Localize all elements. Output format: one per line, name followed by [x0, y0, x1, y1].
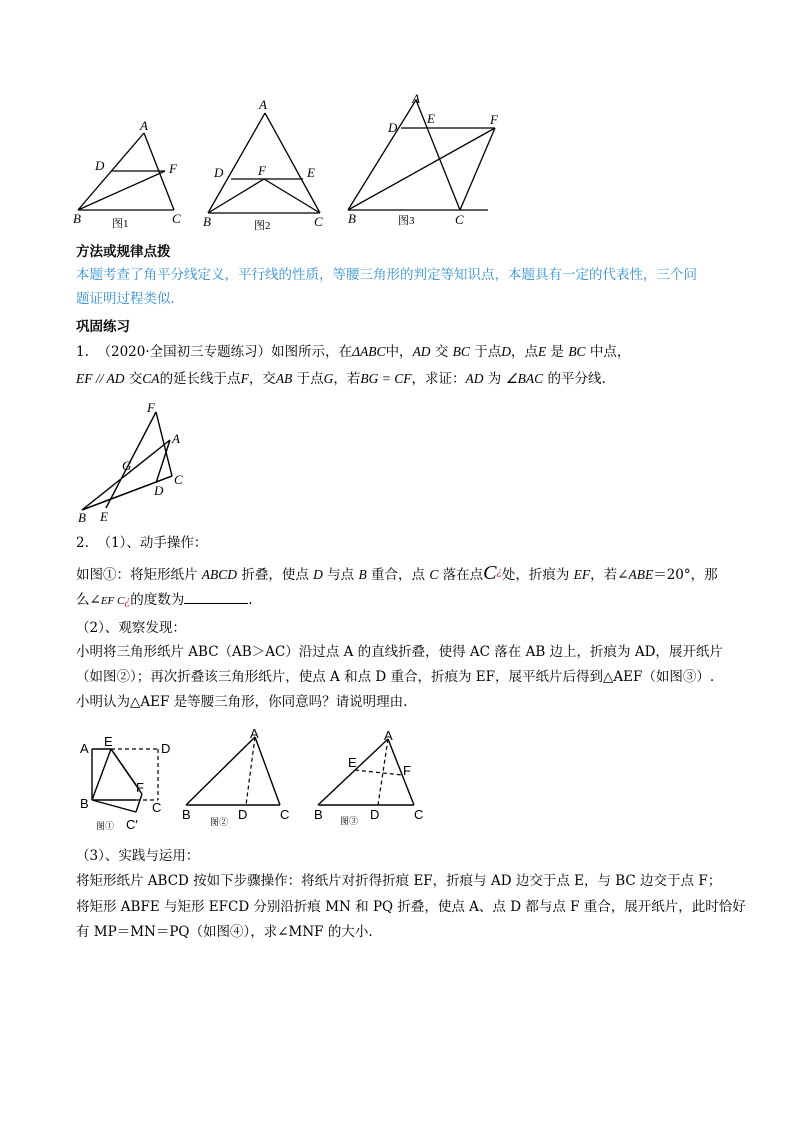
label-D: D	[370, 807, 380, 822]
top-figure-2	[200, 95, 330, 235]
label-F: F	[403, 763, 411, 778]
q1-math: AB	[275, 371, 293, 386]
figure-caption: 图3	[398, 215, 415, 227]
q1-text: 于点	[296, 371, 324, 387]
label-F: F	[258, 163, 266, 178]
q2-part1-title: （1）、动手操作：	[97, 535, 208, 551]
q1-math: AD	[465, 371, 484, 386]
q2-figure-3	[310, 725, 440, 830]
q1-text: 交	[434, 344, 449, 360]
label-B: B	[80, 796, 89, 811]
q2-number: 2.	[76, 535, 89, 551]
q2-figure-1	[76, 732, 186, 842]
q1-line1	[76, 341, 736, 363]
q1-text: 是	[550, 344, 565, 360]
figure-caption: 图1	[112, 218, 129, 230]
q1-triangle: ΔABC	[352, 344, 386, 359]
q1-text: 的延长线于点	[159, 371, 241, 387]
q2-math: C	[483, 562, 497, 584]
q1-text: 中点，	[589, 344, 631, 360]
q2-part2-line3: 小明认为△AEF 是等腰三角形，你同意吗？请说明理由.	[76, 694, 408, 710]
q2-part2-line1: 小明将三角形纸片 ABC（AB＞AC）沿过点 A 的直线折叠，使得 AC 落在 AB 边上，折痕为 AD，展开纸片	[76, 644, 723, 660]
q2-part3-line3: 有 MP＝MN＝PQ（如图④），求∠MNF 的大小.	[76, 924, 373, 940]
q1-line2	[76, 368, 736, 390]
label-C: C	[414, 807, 424, 822]
label-C-prime: C′	[126, 817, 138, 832]
label-A: A	[172, 431, 180, 446]
q1-math: AD	[412, 344, 431, 359]
label-D: D	[388, 120, 398, 135]
q1-text: 如图所示，在	[271, 344, 353, 360]
q1-text: 中，	[385, 344, 413, 360]
q1-math: BG = CF	[360, 371, 412, 386]
label-F: F	[136, 780, 144, 795]
top-figure-1	[70, 115, 190, 235]
figure-caption: 图①	[96, 821, 115, 831]
q1-math: BC	[452, 344, 470, 359]
q2-math: ABCD	[201, 567, 238, 582]
q1-math: BC	[568, 344, 586, 359]
q2-part2-line2: （如图②）；再次折叠该三角形纸片，使点 A 和点 D 重合，折痕为 EF，展平纸片后得到△AEF（如图③）.	[76, 669, 715, 685]
practice-heading: 巩固练习	[76, 319, 130, 335]
q1-text: ，点	[510, 344, 538, 360]
label-E: E	[348, 755, 357, 770]
q1-math: F	[240, 371, 249, 386]
q1-text: 交	[128, 371, 143, 387]
q2-text: ＝20°，那	[653, 567, 718, 583]
label-B: B	[348, 211, 356, 226]
q2-part1-line2: 么∠EF C¿的度数为 .	[76, 589, 736, 612]
q2-text: .	[248, 592, 253, 608]
q1-math: EF // AD	[76, 371, 125, 386]
q1-math: CA	[142, 371, 160, 386]
q2-text: 与点	[322, 567, 359, 583]
q2-math: C	[429, 567, 439, 582]
q1-math: ∠BAC	[505, 371, 544, 386]
label-D: D	[238, 807, 248, 822]
q1-math: G	[323, 371, 334, 386]
q1-text: 的平分线.	[547, 371, 606, 387]
label-C: C	[174, 472, 183, 487]
label-A: A	[250, 726, 259, 741]
label-D: D	[214, 165, 224, 180]
label-B: B	[203, 214, 211, 229]
method-text-line1: 本题考查了角平分线定义，平行线的性质，等腰三角形的判定等知识点，本题具有一定的代表性，三个问	[76, 267, 697, 283]
q1-text: ，求证：	[411, 371, 466, 387]
q2-part3-line2: 将矩形 ABFE 与矩形 EFCD 分别沿折痕 MN 和 PQ 折叠，使点 A、点 D 都与点 F 重合，展开纸片，此时恰好	[76, 899, 746, 915]
q2-text: 重合，点	[366, 567, 430, 583]
label-C: C	[314, 214, 323, 229]
q2-figure-2	[180, 725, 305, 830]
q2-text: 折叠，使点	[237, 567, 314, 583]
label-G: G	[122, 458, 132, 473]
q2-text: ，若∠	[590, 567, 629, 583]
q2-part2-title: （2）、观察发现：	[76, 620, 186, 636]
q1-number: 1.	[76, 344, 89, 360]
q2-math: B	[358, 567, 367, 582]
label-A: A	[412, 91, 420, 106]
q1-text: ，若	[333, 371, 361, 387]
figure-caption: 图2	[254, 220, 271, 232]
label-E: E	[104, 734, 113, 749]
q2-math: D	[313, 567, 323, 582]
label-F: F	[147, 400, 155, 415]
label-C: C	[455, 212, 464, 227]
q1-figure	[72, 398, 192, 523]
q2-text: 如图①：将矩形纸片	[76, 567, 202, 583]
label-C: C	[152, 800, 162, 815]
q1-math: E	[537, 344, 547, 359]
q2-text: 处，折痕为	[501, 567, 574, 583]
q2-text: 么∠	[76, 592, 101, 608]
label-B: B	[314, 807, 323, 822]
label-B: B	[78, 510, 86, 523]
q2-part1-line1: 如图①：将矩形纸片 ABCD 折叠，使点 D 与点 B 重合，点 C 落在点C¿处，折痕为 EF，若∠ABE＝20°，那	[76, 562, 718, 584]
q2-math: EF C	[100, 595, 125, 607]
q2-part3-title: （3）、实践与运用：	[76, 848, 200, 864]
q1-source: （2020·全国初三专题练习）	[97, 344, 272, 360]
label-E: E	[307, 165, 315, 180]
q2-header	[76, 532, 736, 554]
label-E: E	[100, 509, 108, 523]
figure-caption: 图②	[210, 817, 229, 827]
label-A: A	[259, 97, 267, 112]
label-F: F	[169, 161, 177, 176]
method-text-line2: 题证明过程类似.	[76, 291, 175, 307]
label-A: A	[80, 741, 89, 756]
label-B: B	[73, 211, 81, 226]
label-A: A	[140, 118, 148, 133]
figure-caption: 图③	[340, 816, 359, 826]
top-figure-3	[340, 90, 500, 235]
label-B: B	[182, 807, 191, 822]
q1-text: 为	[487, 371, 502, 387]
method-heading: 方法或规律点拨	[76, 244, 171, 260]
q2-math: ABE	[628, 567, 654, 582]
answer-blank	[184, 589, 248, 604]
q2-part3-line1: 将矩形纸片 ABCD 按如下步骤操作：将纸片对折得折痕 EF，折痕与 AD 边交于点 E，与 BC 边交于点 F；	[76, 873, 722, 889]
q1-math: D	[501, 344, 511, 359]
q2-math: EF	[573, 567, 591, 582]
label-D: D	[161, 741, 171, 756]
q2-text: 落在点	[438, 567, 484, 583]
q2-text: 的度数为	[130, 592, 185, 608]
label-D: D	[154, 483, 164, 498]
label-E: E	[427, 111, 435, 126]
label-D: D	[95, 158, 105, 173]
label-C: C	[280, 807, 290, 822]
label-A: A	[384, 728, 393, 743]
q1-text: ，交	[248, 371, 276, 387]
label-F: F	[490, 112, 498, 127]
q1-text: 于点	[474, 344, 502, 360]
label-C: C	[172, 211, 181, 226]
